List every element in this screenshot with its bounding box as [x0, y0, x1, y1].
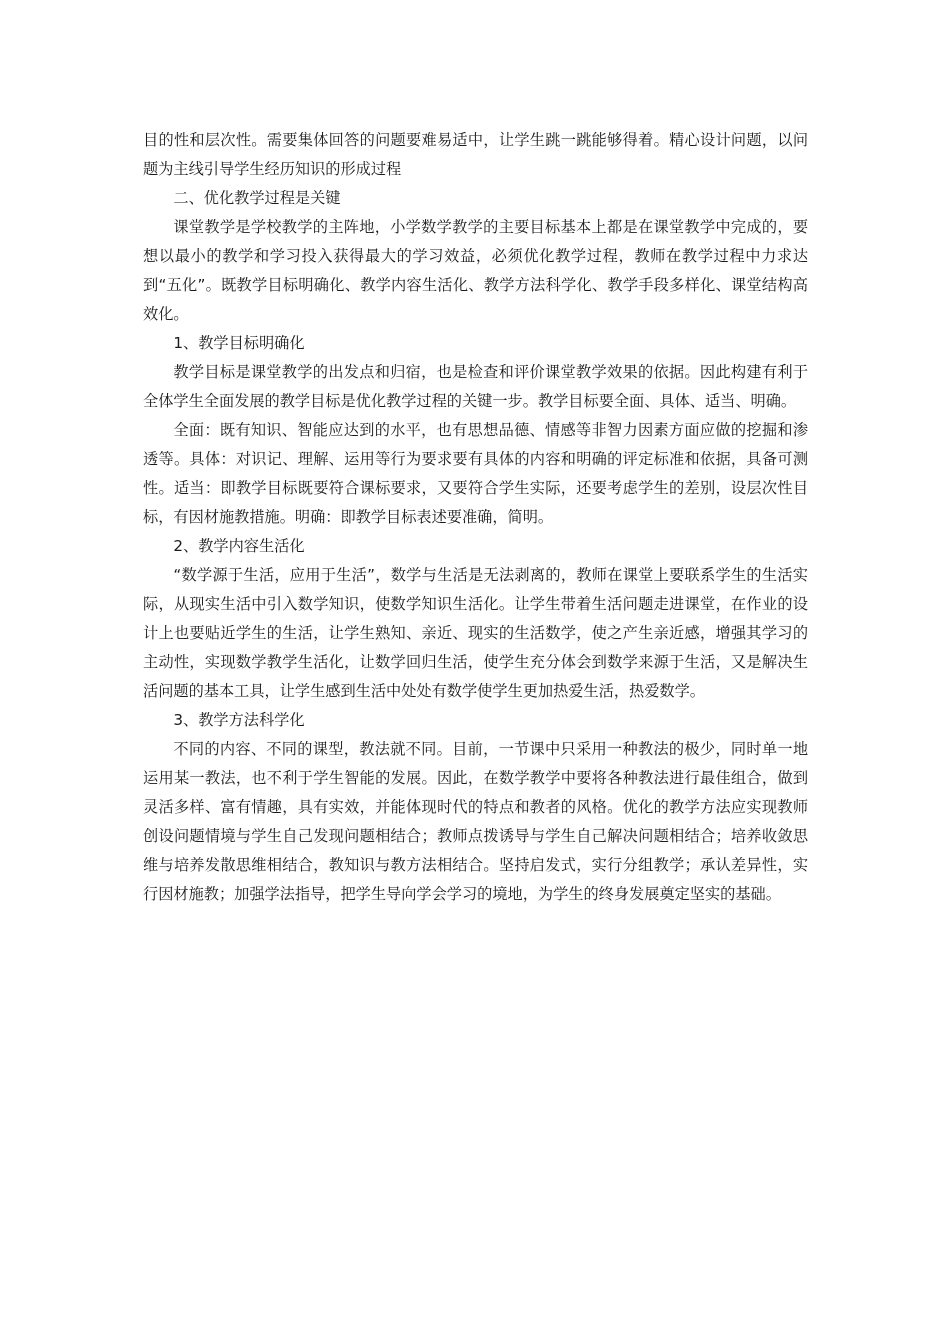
subheading-goals: 1、教学目标明确化 [173, 334, 305, 352]
subheading-methods: 3、教学方法科学化 [173, 711, 305, 729]
document-body [143, 126, 808, 909]
section-heading-optimize-process: 二、优化教学过程是关键 [173, 189, 341, 207]
paragraph-continued: 目的性和层次性。需要集体回答的问题要难易适中，让学生跳一跳能够得着。精心设计问题，以问题为主线引导学生经历知识的形成过程 [143, 131, 808, 178]
paragraph-classroom-teaching: 课堂教学是学校教学的主阵地，小学数学教学的主要目标基本上都是在课堂教学中完成的，要想以最小的教学和学习投入获得最大的学习效益，必须优化教学过程，教师在教学过程中力求达到“五化”。既教学目标明确化、教学内容生活化、教学方法科学化、教学手段多样化、课堂结构高效化。 [143, 218, 808, 323]
paragraph-methods: 不同的内容、不同的课型，教法就不同。目前，一节课中只采用一种教法的极少，同时单一地运用某一教法，也不利于学生智能的发展。因此，在数学教学中要将各种教法进行最佳组合，做到灵活多样、富有情趣，具有实效，并能体现时代的特点和教者的风格。优化的教学方法应实现教师创设问题情境与学生自己发现问题相结合；教师点拨诱导与学生自己解决问题相结合；培养收敛思维与培养发散思维相结合，教知识与教方法相结合。坚持启发式，实行分组教学；承认差异性，实行因材施教；加强学法指导，把学生导向学会学习的境地，为学生的终身发展奠定坚实的基础。 [143, 740, 808, 903]
paragraph-goals: 教学目标是课堂教学的出发点和归宿，也是检查和评价课堂教学效果的依据。因此构建有利于全体学生全面发展的教学目标是优化教学过程的关键一步。教学目标要全面、具体、适当、明确。 [143, 363, 808, 410]
paragraph-goals-details: 全面：既有知识、智能应达到的水平，也有思想品德、情感等非智力因素方面应做的挖掘和渗透等。具体：对识记、理解、运用等行为要求要有具体的内容和明确的评定标准和依据，具备可测性。适当：即教学目标既要符合课标要求，又要符合学生实际，还要考虑学生的差别，设层次性目标，有因材施教措施。明确：即教学目标表述要准确，简明。 [143, 421, 808, 526]
subheading-content: 2、教学内容生活化 [173, 537, 305, 555]
paragraph-content: “数学源于生活，应用于生活”，数学与生活是无法剥离的，教师在课堂上要联系学生的生活实际，从现实生活中引入数学知识，使数学知识生活化。让学生带着生活问题走进课堂，在作业的设计上也要贴近学生的生活，让学生熟知、亲近、现实的生活数学，使之产生亲近感，增强其学习的主动性，实现数学教学生活化，让数学回归生活，使学生充分体会到数学来源于生活，又是解决生活问题的基本工具，让学生感到生活中处处有数学使学生更加热爱生活，热爱数学。 [143, 566, 808, 700]
